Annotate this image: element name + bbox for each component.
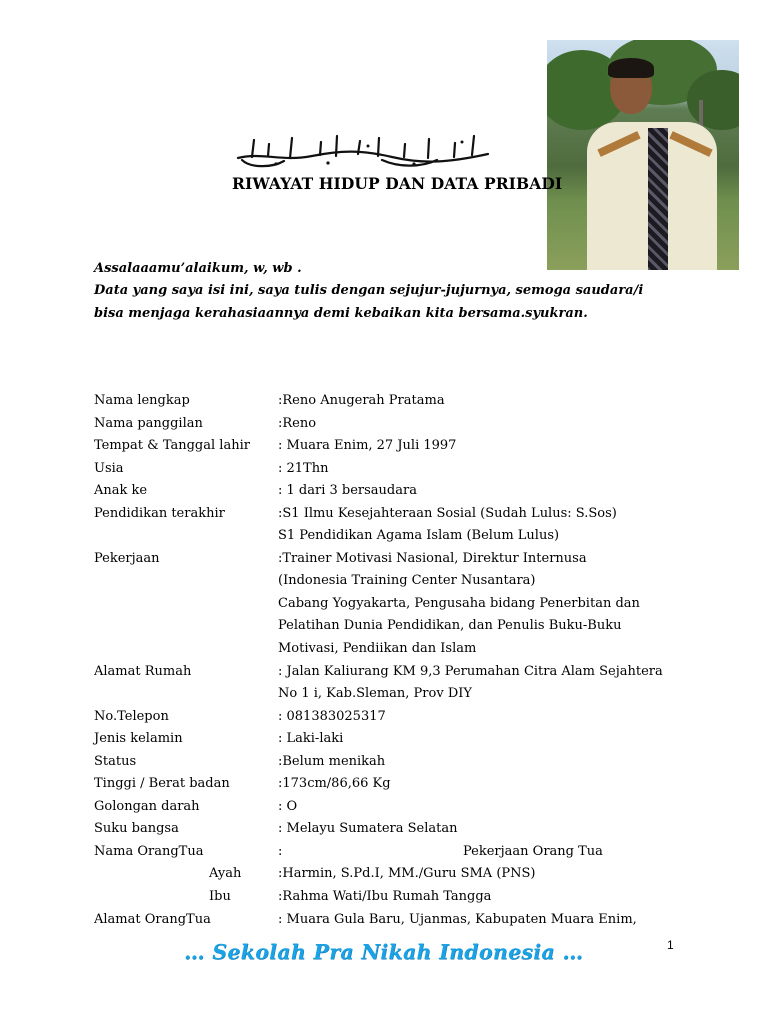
data-row [94, 909, 714, 932]
field-label: Tinggi / Berat badan [94, 776, 230, 792]
data-row [94, 886, 714, 909]
field-value: Cabang Yogyakarta, Pengusaha bidang Penerbitan dan [278, 595, 640, 611]
data-row [94, 413, 714, 436]
data-row [94, 683, 714, 706]
field-value: :173cm/86,66 Kg [278, 776, 391, 792]
field-value: :Belum menikah [278, 753, 386, 769]
page-number: 1 [667, 938, 674, 952]
field-value: S1 Pendidikan Agama Islam (Belum Lulus) [278, 528, 560, 544]
data-row [94, 728, 714, 751]
data-row [94, 638, 714, 661]
greeting-line: Assalaaamu’alaikum, w, wb . [94, 261, 302, 276]
field-label: Alamat OrangTua [94, 911, 211, 927]
personal-data-table [94, 390, 714, 931]
data-row [94, 503, 714, 526]
field-value: Motivasi, Pendiikan dan Islam [278, 641, 477, 657]
field-value: : 1 dari 3 bersaudara [278, 483, 417, 499]
greeting-line: Data yang saya isi ini, saya tulis dengan sejujur-jujurnya, semoga saudara/i [94, 283, 644, 299]
bismillah-calligraphy [232, 130, 494, 170]
field-value: :Reno Anugerah Pratama [278, 393, 445, 408]
field-label: Ibu [209, 889, 231, 905]
field-label: Suku bangsa [94, 821, 179, 837]
data-row [94, 480, 714, 503]
field-value: :Harmin, S.Pd.I, MM./Guru SMA (PNS) [278, 866, 536, 882]
data-row [94, 796, 714, 819]
field-label: Status [94, 753, 137, 769]
data-row [94, 661, 714, 684]
field-value: :Rahma Wati/Ibu Rumah Tangga [278, 889, 492, 905]
field-value: : Muara Gula Baru, Ujanmas, Kabupaten Muara Enim, [278, 911, 637, 927]
field-label: Alamat Rumah [94, 663, 192, 679]
field-value: :Trainer Motivasi Nasional, Direktur Internusa [278, 550, 587, 566]
data-row [94, 773, 714, 796]
data-row [94, 435, 714, 458]
field-label: No.Telepon [94, 708, 169, 724]
page-title: RIWAYAT HIDUP DAN DATA PRIBADI [232, 174, 563, 193]
profile-photo [547, 40, 739, 270]
data-row [94, 818, 714, 841]
field-value: : 21Thn [278, 460, 329, 476]
data-row [94, 593, 714, 616]
field-value: Pelatihan Dunia Pendidikan, dan Penulis Buku-Buku [278, 618, 622, 634]
data-row [94, 751, 714, 774]
data-row [94, 548, 714, 571]
field-label: Nama lengkap [94, 393, 190, 408]
field-label: Ayah [209, 866, 242, 882]
field-value: : Muara Enim, 27 Juli 1997 [278, 438, 457, 454]
data-row [94, 841, 714, 864]
field-value: : O [278, 798, 298, 814]
field-value: : Melayu Sumatera Selatan [278, 821, 458, 837]
field-value: : Laki-laki [278, 731, 344, 747]
greeting-block [94, 258, 704, 325]
field-label: Nama OrangTua [94, 843, 204, 859]
data-row [94, 706, 714, 729]
field-label: Nama panggilan [94, 415, 203, 431]
field-value: No 1 i, Kab.Sleman, Prov DIY [278, 686, 472, 702]
field-value: : [278, 843, 283, 859]
field-value: :S1 Ilmu Kesejahteraan Sosial (Sudah Lulus: S.Sos) [278, 505, 617, 521]
field-label: Usia [94, 460, 124, 476]
field-value-secondary: Pekerjaan Orang Tua [463, 843, 603, 859]
field-label: Pekerjaan [94, 550, 160, 566]
data-row [94, 615, 714, 638]
data-row [94, 570, 714, 593]
greeting-line: bisa menjaga kerahasiaannya demi kebaikan kita bersama.syukran. [94, 305, 588, 321]
data-row [94, 863, 714, 886]
field-label: Pendidikan terakhir [94, 505, 225, 521]
field-value: :Reno [278, 415, 317, 431]
data-row [94, 525, 714, 548]
field-label: Jenis kelamin [94, 731, 183, 747]
field-value: (Indonesia Training Center Nusantara) [278, 573, 536, 589]
field-label: Tempat & Tanggal lahir [94, 438, 250, 454]
footer-slogan: … Sekolah Pra Nikah Indonesia … [184, 940, 584, 964]
field-label: Anak ke [94, 483, 148, 499]
data-row [94, 458, 714, 481]
data-row [94, 390, 714, 413]
field-value: : 081383025317 [278, 708, 386, 724]
field-label: Golongan darah [94, 798, 200, 814]
field-value: : Jalan Kaliurang KM 9,3 Perumahan Citra Alam Sejahtera [278, 663, 663, 679]
